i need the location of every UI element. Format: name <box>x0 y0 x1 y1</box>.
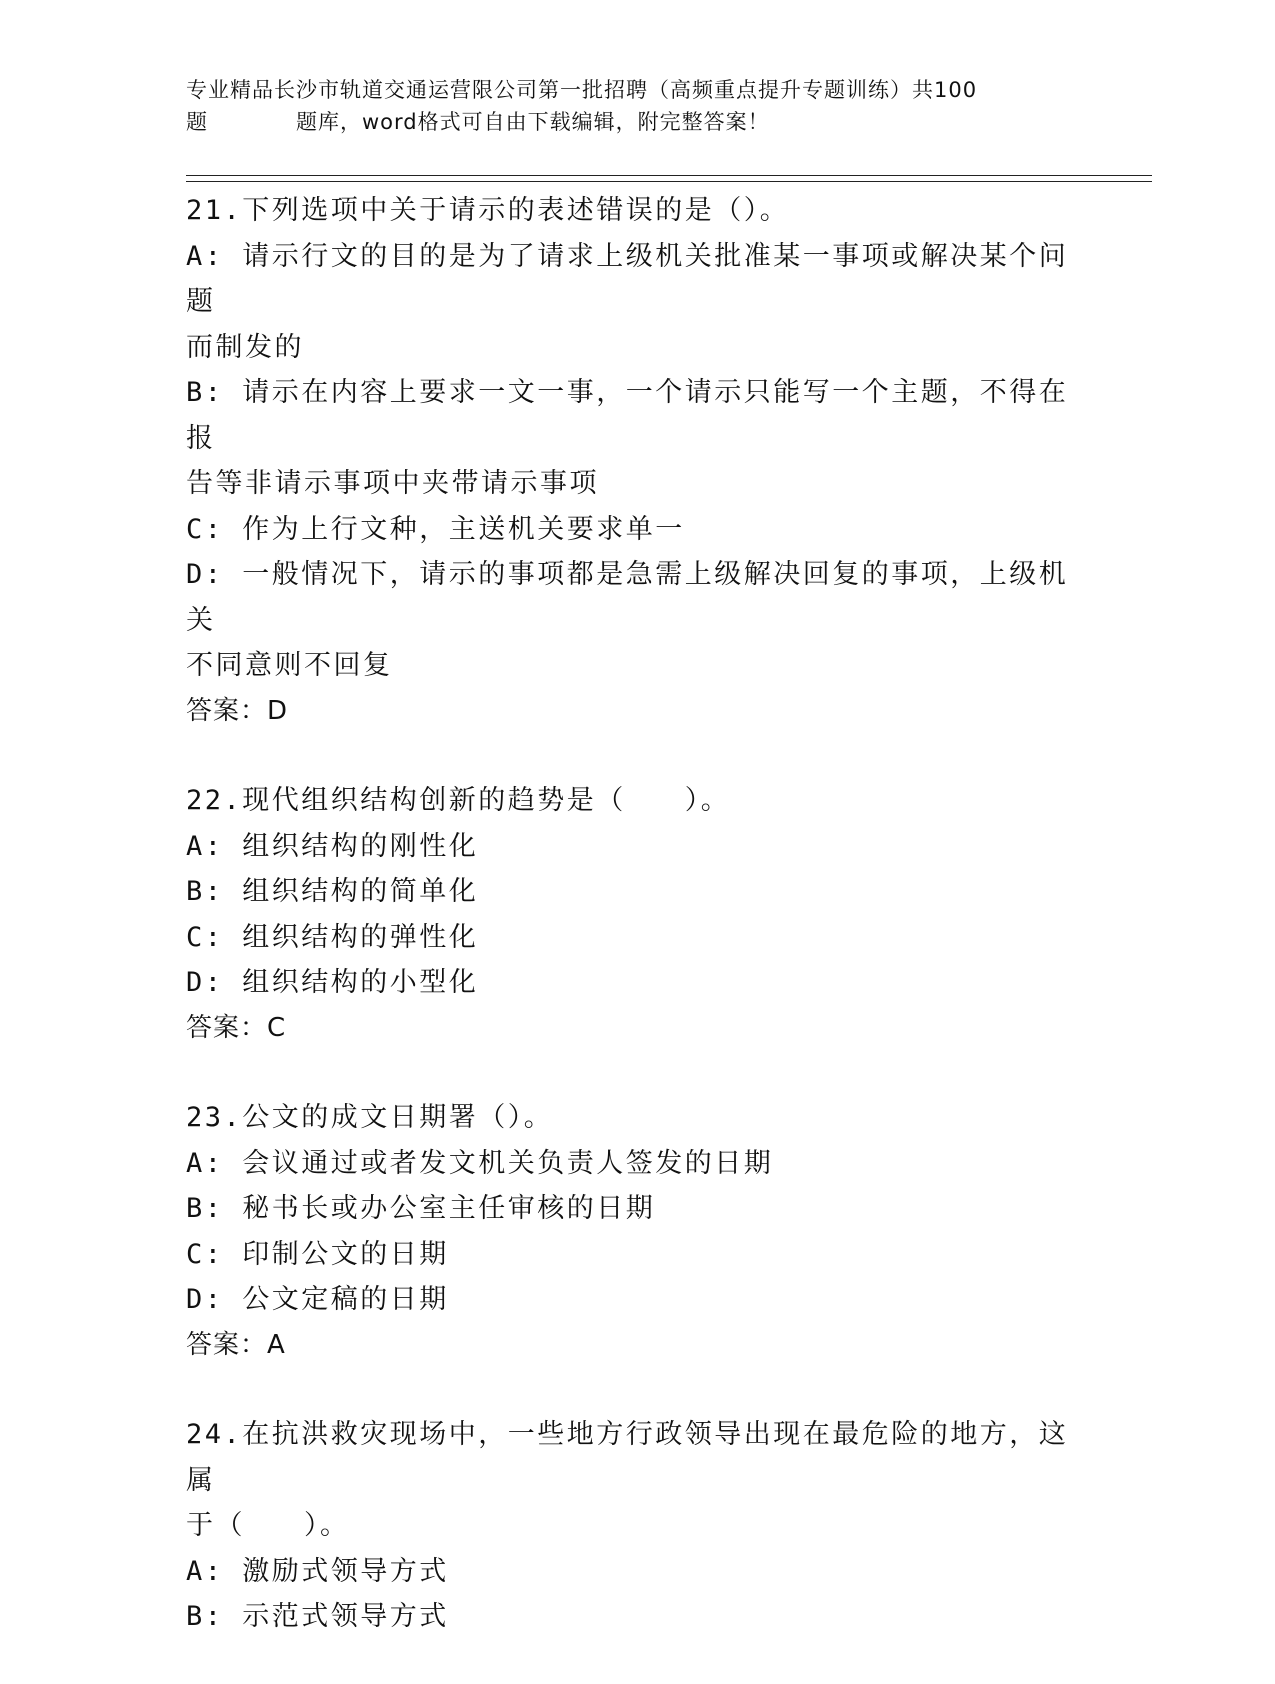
answer-line: 答案：C <box>186 1012 287 1043</box>
option-line: A: 组织结构的刚性化 <box>186 830 479 862</box>
answer-line: 答案：D <box>186 695 289 726</box>
option-line: B: 请示在内容上要求一文一事，一个请示只能写一个主题，不得在报 <box>186 377 1069 454</box>
question-block <box>186 778 1086 1051</box>
question-stem: 22.现代组织结构创新的趋势是（ ）。 <box>186 785 731 816</box>
answer-line: 答案：A <box>186 1329 286 1360</box>
header-rule-top <box>186 175 1152 176</box>
option-line: B: 示范式领导方式 <box>186 1601 449 1632</box>
option-line: B: 秘书长或办公室主任审核的日期 <box>186 1193 656 1224</box>
question-block <box>186 1412 1086 1640</box>
option-line: D: 公文定稿的日期 <box>186 1284 449 1315</box>
option-line: D: 一般情况下，请示的事项都是急需上级解决回复的事项，上级机关 <box>186 559 1069 636</box>
question-stem: 于（ ）。 <box>186 1510 350 1541</box>
document-header <box>186 74 1086 138</box>
header-rule-bottom <box>186 181 1152 182</box>
option-line: A: 请示行文的目的是为了请求上级机关批准某一事项或解决某个问题 <box>186 240 1069 317</box>
option-line: C: 组织结构的弹性化 <box>186 921 479 953</box>
option-line: A: 激励式领导方式 <box>186 1555 449 1587</box>
option-line: 而制发的 <box>186 331 304 363</box>
question-list <box>186 188 1086 1684</box>
option-line: 告等非请示事项中夹带请示事项 <box>186 468 599 499</box>
option-line: 不同意则不回复 <box>186 650 393 681</box>
question-block <box>186 1095 1086 1368</box>
option-line: C: 作为上行文种，主送机关要求单一 <box>186 513 685 545</box>
option-line: D: 组织结构的小型化 <box>186 967 479 998</box>
header-line-2: 题 题库，word格式可自由下载编辑，附完整答案！ <box>186 110 770 134</box>
option-line: B: 组织结构的简单化 <box>186 876 479 907</box>
header-line-1: 专业精品长沙市轨道交通运营限公司第一批招聘（高频重点提升专题训练）共100 <box>186 78 978 102</box>
option-line: C: 印制公文的日期 <box>186 1238 449 1270</box>
option-line: A: 会议通过或者发文机关负责人签发的日期 <box>186 1147 774 1179</box>
question-stem: 24.在抗洪救灾现场中，一些地方行政领导出现在最危险的地方，这属 <box>186 1419 1069 1496</box>
question-stem: 23.公文的成文日期署（）。 <box>186 1102 554 1133</box>
question-stem: 21.下列选项中关于请示的表述错误的是（）。 <box>186 195 790 226</box>
question-block <box>186 188 1086 734</box>
